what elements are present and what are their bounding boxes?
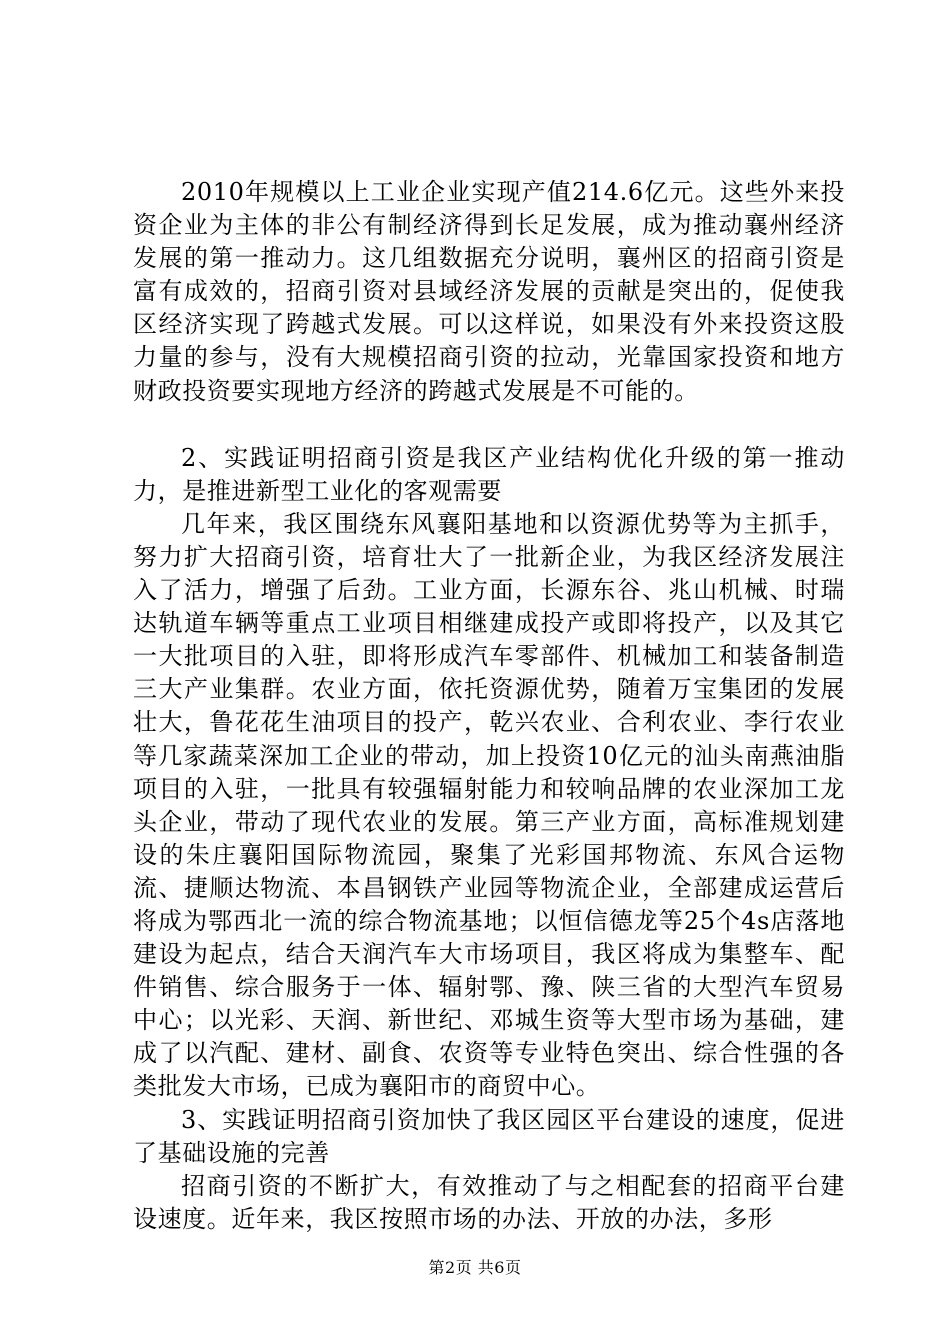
document-body bbox=[133, 176, 845, 1236]
paragraph-spacer bbox=[133, 408, 845, 442]
heading-section-2: 2、实践证明招商引资是我区产业结构优化升级的第一推动力，是推进新型工业化的客观需要 bbox=[133, 443, 845, 505]
page-number-footer: 第2页 共6页 bbox=[428, 1258, 522, 1277]
paragraph-industry-structure: 几年来，我区围绕东风襄阳基地和以资源优势等为主抓手，努力扩大招商引资，培育壮大了一批新企业，为我区经济发展注入了活力，增强了后劲。工业方面，长源东谷、兆山机械、时瑞达轨道车辆等重点工业项目相继建成投产或即将投产，以及其它一大批项目的入驻，即将形成汽车零部件、机械加工和装备制造三大产业集群。农业方面，依托资源优势，随着万宝集团的发展壮大，鲁花花生油项目的投产，乾兴农业、合利农业、李行农业等几家蔬菜深加工企业的带动，加上投资10亿元的汕头南燕油脂项目的入驻，一批具有较强辐射能力和较响品牌的农业深加工龙头企业，带动了现代农业的发展。第三产业方面，高标准规划建设的朱庄襄阳国际物流园，聚集了光彩国邦物流、东风合运物流、捷顺达物流、本昌钢铁产业园等物流企业，全部建成运营后将成为鄂西北一流的综合物流基地；以恒信德龙等25个4s店落地建设为起点，结合天润汽车大市场项目，我区将成为集整车、配件销售、综合服务于一体、辐射鄂、豫、陕三省的大型汽车贸易中心；以光彩、天润、新世纪、邓城生资等大型市场为基础，建成了以汽配、建材、副食、农资等专业特色突出、综合性强的各类批发大市场，已成为襄阳市的商贸中心。 bbox=[133, 509, 845, 1101]
heading-section-3: 3、实践证明招商引资加快了我区园区平台建设的速度，促进了基础设施的完善 bbox=[133, 1105, 845, 1167]
paragraph-industrial-output: 2010年规模以上工业企业实现产值214.6亿元。这些外来投资企业为主体的非公有制经济得到长足发展，成为推动襄州经济发展的第一推动力。这几组数据充分说明，襄州区的招商引资是富有成效的，招商引资对县域经济发展的贡献是突出的，促使我区经济实现了跨越式发展。可以这样说，如果没有外来投资这股力量的参与，没有大规模招商引资的拉动，光靠国家投资和地方财政投资要实现地方经济的跨越式发展是不可能的。 bbox=[133, 178, 845, 405]
paragraph-platform-construction: 招商引资的不断扩大，有效推动了与之相配套的招商平台建设速度。近年来，我区按照市场的办法、开放的办法，多形 bbox=[133, 1171, 845, 1233]
